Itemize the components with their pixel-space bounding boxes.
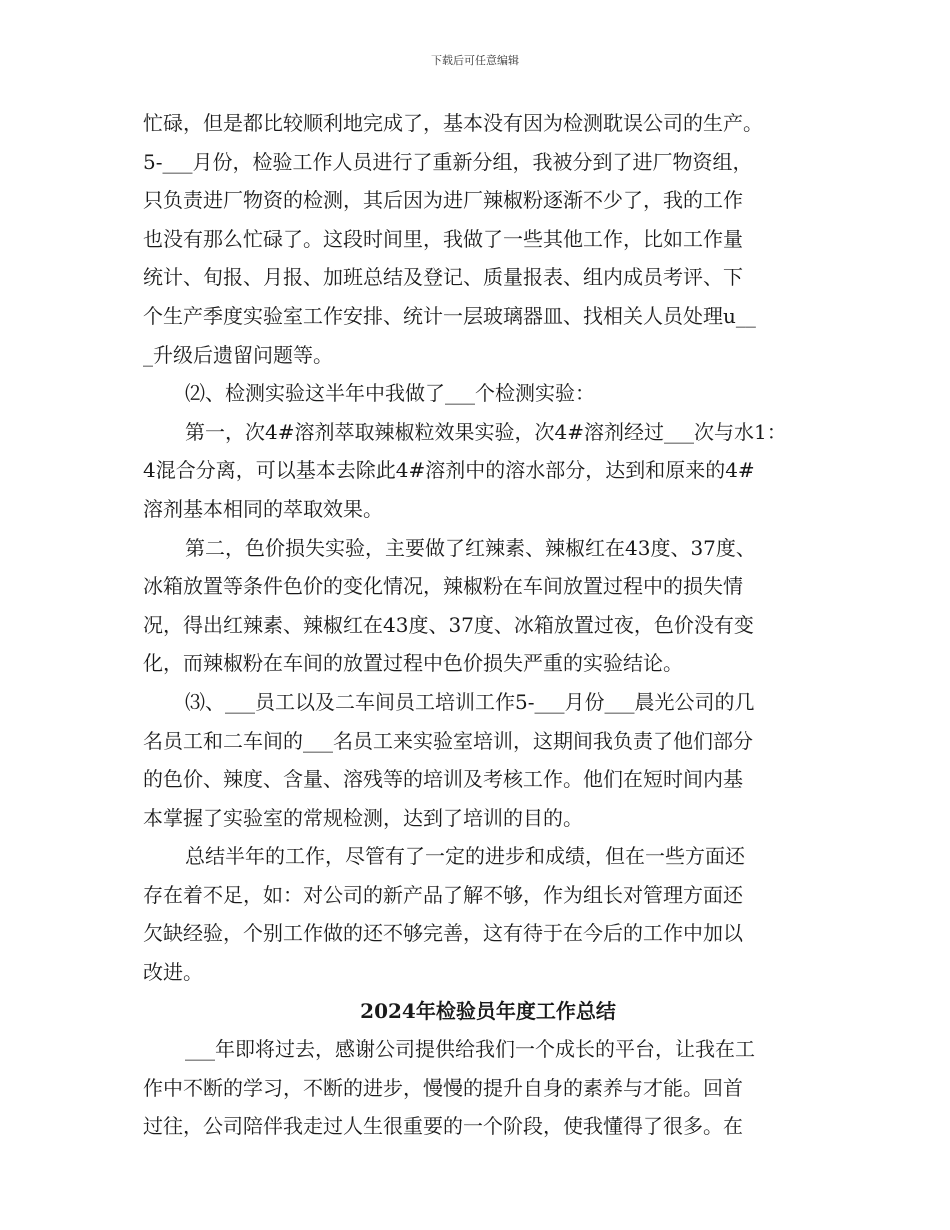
text-line: 4混合分离，可以基本去除此4#溶剂中的溶水部分，达到和原来的4# — [143, 458, 755, 483]
text-line: 况，得出红辣素、辣椒红在43度、37度、冰箱放置过夜，色价没有变 — [143, 612, 754, 637]
text-line: 忙碌，但是都比较顺利地完成了，基本没有因为检测耽误公司的生产。 — [143, 111, 763, 135]
text-line: 改进。 — [143, 960, 203, 985]
text-line: 化，而辣椒粉在车间的放置过程中色价损失严重的实验结论。 — [143, 651, 683, 676]
text-line: _升级后遗留问题等。 — [143, 342, 333, 367]
text-line: ⑵、检测实验这半年中我做了___个检测实验： — [185, 381, 595, 406]
text-line: 欠缺经验，个别工作做的还不够完善，这有待于在今后的工作中加以 — [143, 921, 743, 946]
text-line: ⑶、___员工以及二车间员工培训工作5-___月份___晨光公司的几 — [185, 689, 755, 714]
text-line: 本掌握了实验室的常规检测，达到了培训的目的。 — [143, 805, 583, 830]
text-line: 第一，次4#溶剂萃取辣椒粒效果实验，次4#溶剂经过___次与水1： — [185, 419, 787, 444]
text-line: 个生产季度实验室工作安排、统计一层玻璃器皿、找相关人员处理u__ — [143, 303, 756, 328]
text-line: 冰箱放置等条件色价的变化情况，辣椒粉在车间放置过程中的损失情 — [143, 574, 743, 599]
text-line: 统计、旬报、月报、加班总结及登记、质量报表、组内成员考评、下 — [143, 265, 743, 290]
text-line: 名员工和二车间的___名员工来实验室培训，这期间我负责了他们部分 — [143, 728, 753, 753]
text-line: 只负责进厂物资的检测，其后因为进厂辣椒粉逐渐不少了，我的工作 — [143, 188, 743, 213]
text-line: 的色价、辣度、含量、溶残等的培训及考核工作。他们在短时间内基 — [143, 767, 743, 792]
text-line: 第二，色价损失实验，主要做了红辣素、辣椒红在43度、37度、 — [185, 535, 756, 560]
document-body — [143, 104, 833, 1146]
text-line: 5-___月份，检验工作人员进行了重新分组，我被分到了进厂物资组， — [143, 149, 753, 174]
text-line: 作中不断的学习，不断的进步，慢慢的提升自身的素养与才能。回首 — [143, 1075, 743, 1100]
page-header-note: 下载后可任意编辑 — [431, 54, 519, 67]
text-line: 也没有那么忙碌了。这段时间里，我做了一些其他工作，比如工作量 — [143, 226, 743, 251]
text-line: ___年即将过去，感谢公司提供给我们一个成长的平台，让我在工 — [185, 1037, 755, 1062]
text-line: 总结半年的工作，尽管有了一定的进步和成绩，但在一些方面还 — [185, 844, 745, 869]
section-title: 2024年检验员年度工作总结 — [360, 998, 616, 1023]
text-line: 过往，公司陪伴我走过人生很重要的一个阶段，使我懂得了很多。在 — [143, 1114, 743, 1139]
text-line: 存在着不足，如：对公司的新产品了解不够，作为组长对管理方面还 — [143, 882, 743, 907]
text-line: 溶剂基本相同的萃取效果。 — [143, 496, 383, 521]
